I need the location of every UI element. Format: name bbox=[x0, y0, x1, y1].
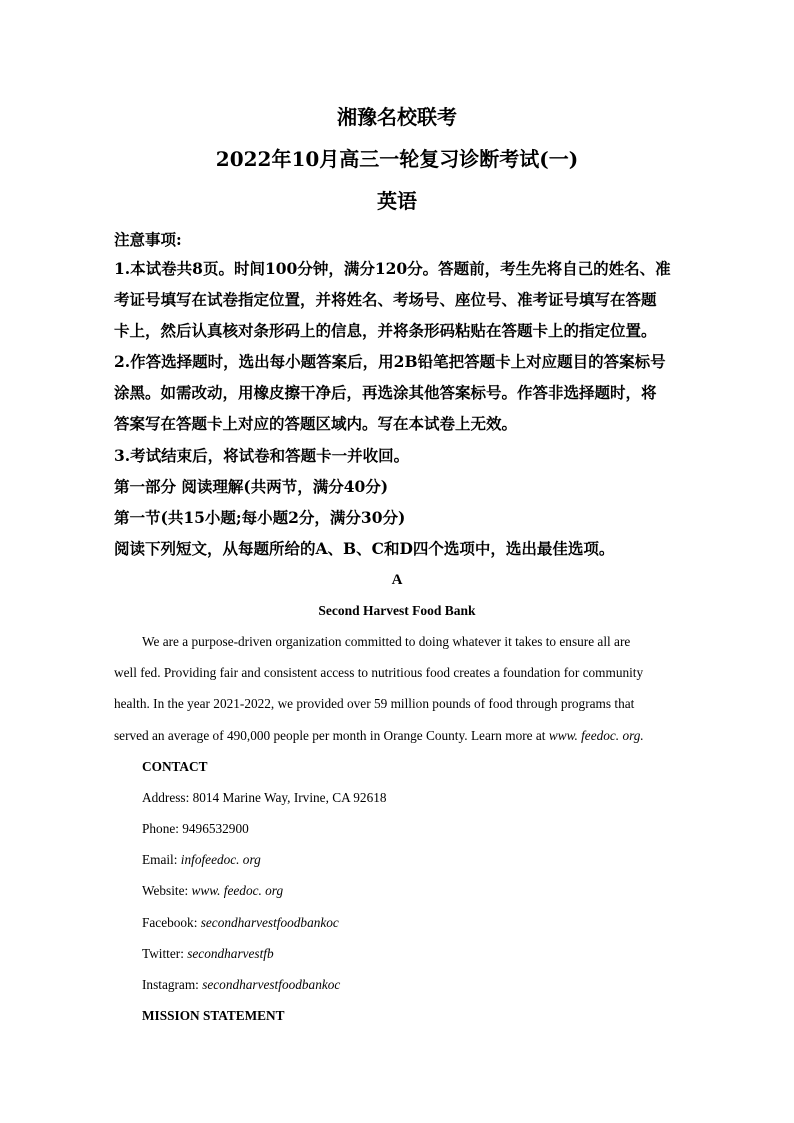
twitter-label: Twitter: bbox=[142, 946, 188, 961]
exam-name-title: 2022年10月高三一轮复习诊断考试(一) bbox=[215, 147, 579, 171]
section-1-heading: 第一节(共15小题;每小题2分，满分30分) bbox=[114, 508, 406, 527]
note-2-line-2: 涂黑。如需改动，用橡皮擦干净后，再选涂其他答案标号。作答非选择题时，将 bbox=[114, 383, 657, 402]
email-value: infofeedoc. org bbox=[180, 852, 261, 867]
passage-label: A bbox=[391, 572, 403, 588]
passage-line-2: well fed. Providing fair and consistent access to nutritious food creates a foundation for community bbox=[114, 665, 644, 680]
facebook-label: Facebook: bbox=[142, 915, 201, 930]
twitter-value: secondharvestfb bbox=[187, 946, 274, 961]
passage-line-4 bbox=[114, 727, 684, 745]
website-label: Website: bbox=[142, 883, 192, 898]
notes-heading: 注意事项: bbox=[114, 230, 182, 249]
note-1-line-1: 1.本试卷共8页。时间100分钟，满分120分。答题前，考生先将自己的姓名、准 bbox=[114, 259, 671, 278]
passage-line-4-text: served an average of 490,000 people per month in Orange County. Learn more at bbox=[114, 728, 549, 743]
facebook-value: secondharvestfoodbankoc bbox=[200, 915, 339, 930]
passage-line-1: We are a purpose-driven organization committed to doing whatever it takes to ensure all are bbox=[142, 634, 631, 649]
contact-email bbox=[142, 851, 712, 869]
note-1-line-3: 卡上，然后认真核对条形码上的信息，并将条形码粘贴在答题卡上的指定位置。 bbox=[114, 321, 657, 340]
website-value: www. feedoc. org bbox=[191, 883, 284, 898]
email-label: Email: bbox=[142, 852, 181, 867]
contact-website bbox=[142, 882, 712, 900]
mission-statement-heading: MISSION STATEMENT bbox=[142, 1008, 285, 1023]
contact-twitter bbox=[142, 945, 712, 963]
contact-heading: CONTACT bbox=[142, 759, 208, 774]
instagram-label: Instagram: bbox=[142, 977, 203, 992]
subject-title: 英语 bbox=[377, 189, 417, 213]
note-2-line-3: 答案写在答题卡上对应的答题区域内。写在本试卷上无效。 bbox=[114, 414, 518, 433]
passage-title: Second Harvest Food Bank bbox=[318, 603, 476, 618]
contact-address: Address: 8014 Marine Way, Irvine, CA 92618 bbox=[142, 790, 387, 805]
note-1-line-2: 考证号填写在试卷指定位置，并将姓名、考场号、座位号、准考证号填写在答题 bbox=[114, 290, 657, 309]
contact-phone: Phone: 9496532900 bbox=[142, 821, 249, 836]
exam-union-title: 湘豫名校联考 bbox=[337, 105, 457, 129]
contact-instagram bbox=[142, 976, 712, 994]
contact-facebook bbox=[142, 914, 712, 932]
reading-instruction: 阅读下列短文，从每题所给的A、B、C和D四个选项中，选出最佳选项。 bbox=[114, 539, 615, 558]
passage-line-3: health. In the year 2021-2022, we provided over 59 million pounds of food through programs that bbox=[114, 696, 635, 711]
instagram-value: secondharvestfoodbankoc bbox=[202, 977, 341, 992]
part-1-heading: 第一部分 阅读理解(共两节，满分40分) bbox=[114, 477, 389, 496]
website-link-inline: www. feedoc. org. bbox=[548, 728, 644, 743]
note-3: 3.考试结束后，将试卷和答题卡一并收回。 bbox=[114, 446, 410, 465]
note-2-line-1: 2.作答选择题时，选出每小题答案后，用2B铅笔把答题卡上对应题目的答案标号 bbox=[114, 352, 666, 371]
